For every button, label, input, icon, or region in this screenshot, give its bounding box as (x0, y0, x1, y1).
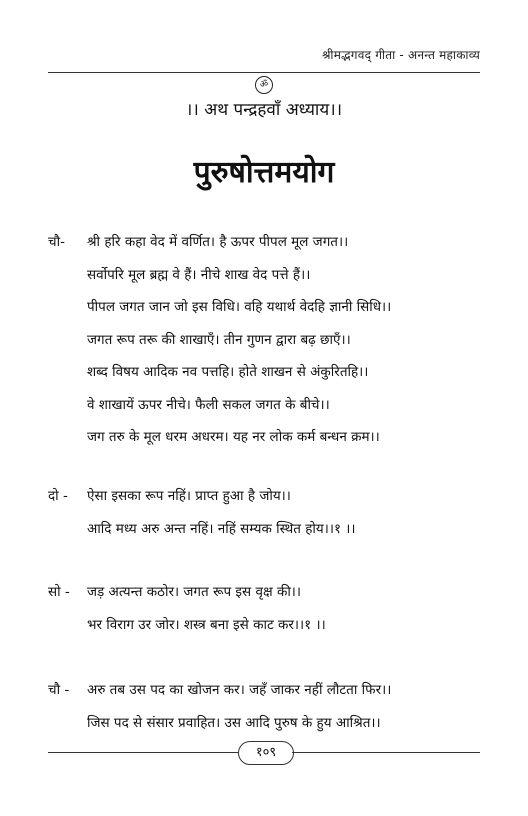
verse-text: जिस पद से संसार प्रवाहित। उस आदि पुरुष के हुय आश्रित।। (87, 714, 381, 731)
verse-line (48, 427, 488, 460)
footer-rule-left (48, 752, 238, 753)
verse-line (48, 680, 488, 713)
verse-line (48, 582, 488, 615)
verse-line (48, 395, 488, 428)
verse-text: सर्वोपरि मूल ब्रह्म वे हैं। नीचे शाख वेद पत्ते हैं।। (87, 266, 311, 283)
verse-text: वे शाखायें ऊपर नीचे। फैली सकल जगत के बीचे।। (87, 396, 330, 413)
chapter-title: पुरुषोत्तमयोग (193, 155, 335, 190)
chapter-heading: ।। अथ पन्द्रहवाँ अध्याय।। (185, 100, 343, 120)
verse-line (48, 232, 488, 265)
verse-text: आदि मध्य अरु अन्त नहिं। नहिं सम्यक स्थित होय।।१ ।। (87, 520, 356, 537)
footer-rule-right (292, 752, 480, 753)
verse-line (48, 297, 488, 330)
om-icon: ॐ (255, 76, 273, 94)
verse-text: जग तरु के मूल धरम अधरम। यह नर लोक कर्म बन्धन क्रम।। (87, 429, 380, 445)
stanza-chaupai-2 (48, 680, 488, 745)
running-header: श्रीमद्भगवद् गीता - अनन्त महाकाव्य (321, 48, 480, 62)
verse-line (48, 330, 488, 363)
header-rule (48, 72, 480, 73)
verse-line (48, 265, 488, 298)
verse-text: शब्द विषय आदिक नव पत्तहि। होते शाखन से अंकुरितहि।। (87, 364, 369, 380)
verse-label: चौ- (48, 234, 65, 250)
stanza-soratha (48, 582, 488, 647)
page-number: १०९ (238, 741, 294, 765)
verse-line (48, 615, 488, 648)
verse-label: चौ - (48, 682, 70, 698)
verse-text: ऐसा इसका रूप नहिं। प्राप्त हुआ है जोय।। (87, 488, 291, 504)
verse-text: श्री हरि कहा वेद में वर्णित। है ऊपर पीपल मूल जगत।। (87, 234, 349, 250)
stanza-doha (48, 486, 488, 551)
verse-text: जगत रूप तरू की शाखाएँ। तीन गुणन द्वारा बढ़ छाएँ।। (87, 331, 351, 348)
verse-text: भर विराग उर जोर। शस्त्र बना इसे काट कर।।१ ।। (87, 616, 326, 633)
verse-text: अरु तब उस पद का खोजन कर। जहँ जाकर नहीं लौटता फिर।। (87, 682, 392, 698)
verse-text: जड़ अत्यन्त कठोर। जगत रूप इस वृक्ष की।। (87, 584, 302, 600)
verse-line (48, 519, 488, 552)
verse-text: पीपल जगत जान जो इस विधि। वहि यथार्थ वेदहि ज्ञानी सिधि।। (87, 299, 392, 315)
verse-line (48, 486, 488, 519)
verse-label: दो - (48, 488, 68, 504)
stanza-chaupai-1 (48, 232, 488, 460)
verse-line (48, 362, 488, 395)
verse-label: सो - (48, 584, 70, 600)
